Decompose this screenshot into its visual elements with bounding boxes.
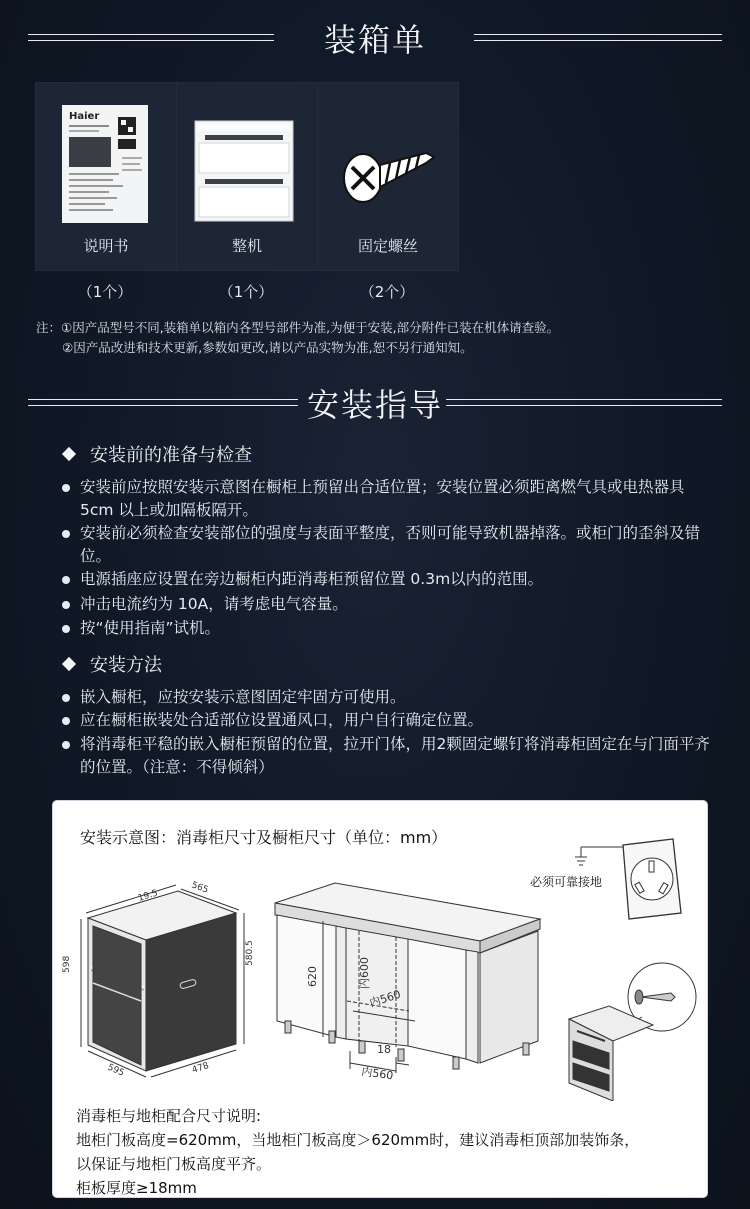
pack-item-qty: （1个） (218, 283, 274, 301)
pack-item-label: 说明书 (83, 237, 129, 255)
packing-note-1: 注：①因产品型号不同,装箱单以箱内各型号部件为准,为便于安装,部分附件已装在机体请查验。 (36, 320, 560, 335)
diamond-icon (62, 657, 76, 671)
install-title: 安装指导 (306, 386, 443, 424)
packing-note-2: ②因产品改进和技术更新,参数如更改,请以产品实物为准,恕不另行通知知。 (62, 340, 473, 355)
prep-item (62, 593, 722, 616)
prep-item-text: 按“使用指南”试机。 (80, 619, 221, 637)
dim-door-height: 620 (306, 966, 319, 987)
screw-detail-sketch (569, 963, 696, 1101)
cabinet-unit-icon (177, 83, 317, 223)
dim-inner-height: 内600 (358, 957, 371, 989)
bullet-icon (62, 576, 70, 584)
method-heading-text: 安装方法 (90, 655, 162, 676)
method-item (62, 709, 722, 732)
pack-item-qty: （2个） (359, 283, 415, 301)
dim-height-right: 580.5 (245, 940, 255, 966)
title-rule-left (28, 399, 298, 406)
prep-item-text: 安装前必须检查安装部位的强度与表面平整度，否则可能导致机器掉落。或柜门的歪斜及错位。 (80, 524, 701, 565)
pack-item-qty: （1个） (77, 283, 133, 301)
fit-note-1: 地柜门板高度=620mm，当地柜门板高度＞620mm时，建议消毒柜顶部加装饰条， (76, 1131, 640, 1149)
fit-note-2: 以保证与地柜门板高度平齐。 (76, 1155, 272, 1173)
pack-card-screws (317, 82, 459, 271)
diagram-title: 安装示意图：消毒柜尺寸及橱柜尺寸（单位：mm） (80, 828, 448, 847)
prep-item-text: 安装前应按照安装示意图在橱柜上预留出合适位置；安装位置必须距离燃气具或电热器具 5cm 以上或加隔板隔开。 (80, 478, 685, 519)
prep-item (62, 476, 722, 522)
cabinet-sketch (81, 885, 244, 1077)
method-item (62, 733, 722, 779)
packing-section-header (0, 16, 750, 60)
dim-gap: 18 (377, 1043, 391, 1056)
title-rule-right (446, 399, 722, 406)
method-item-text: 嵌入橱柜，应按安装示意图固定牢固方可使用。 (80, 688, 406, 706)
installation-diagram (52, 800, 708, 1198)
pack-item-label: 整机 (231, 237, 262, 255)
prep-item (62, 617, 722, 640)
method-item-text: 将消毒柜平稳的嵌入橱柜预留的位置，拉开门体，用2颗固定螺钉将消毒柜固定在与门面平齐的位置。（注意：不得倾斜） (80, 735, 710, 776)
pack-card-unit (176, 82, 318, 271)
dim-inner-depth: 内560 (367, 987, 403, 1010)
prep-heading-text: 安装前的准备与检查 (90, 445, 252, 466)
bullet-icon (62, 530, 70, 538)
dim-depth: 478 (190, 1061, 211, 1076)
prep-item (62, 522, 722, 568)
prep-item (62, 568, 722, 591)
dimension-drawing (53, 801, 707, 1101)
prep-item-text: 电源插座应设置在旁边橱柜内距消毒柜预留位置 0.3m以内的范围。 (80, 570, 544, 588)
diamond-icon (62, 447, 76, 461)
bullet-icon (62, 741, 70, 749)
dim-top-edge: 19.5 (136, 888, 160, 904)
dim-height-left: 598 (62, 955, 72, 973)
manual-brand: Haier (69, 111, 100, 122)
screw-icon (318, 83, 458, 223)
method-item (62, 686, 722, 709)
bullet-icon (62, 717, 70, 725)
install-section-header (0, 381, 750, 425)
pack-item-label: 固定螺丝 (357, 237, 418, 255)
method-item-text: 应在橱柜嵌装处合适部位设置通风口，用户自行确定位置。 (80, 711, 484, 729)
bullet-icon (62, 625, 70, 633)
bullet-icon (62, 694, 70, 702)
bullet-icon (62, 484, 70, 492)
packing-title: 装箱单 (323, 21, 426, 59)
fit-note-3: 柜板厚度≥18mm (76, 1179, 197, 1197)
pack-card-manual (35, 82, 177, 271)
ground-label: 必须可靠接地 (530, 875, 603, 889)
method-heading (62, 651, 162, 677)
manual-icon (36, 83, 176, 223)
dim-inner-width: 内560 (360, 1065, 395, 1083)
title-rule-right (474, 34, 722, 41)
fit-notes-heading: 消毒柜与地柜配合尺寸说明: (76, 1107, 262, 1125)
title-rule-left (28, 34, 274, 41)
dim-top-depth: 565 (189, 880, 210, 896)
prep-item-text: 冲击电流约为 10A，请考虑电气容量。 (80, 595, 348, 613)
bullet-icon (62, 601, 70, 609)
prep-heading (62, 441, 252, 467)
dim-width: 595 (105, 1062, 126, 1079)
